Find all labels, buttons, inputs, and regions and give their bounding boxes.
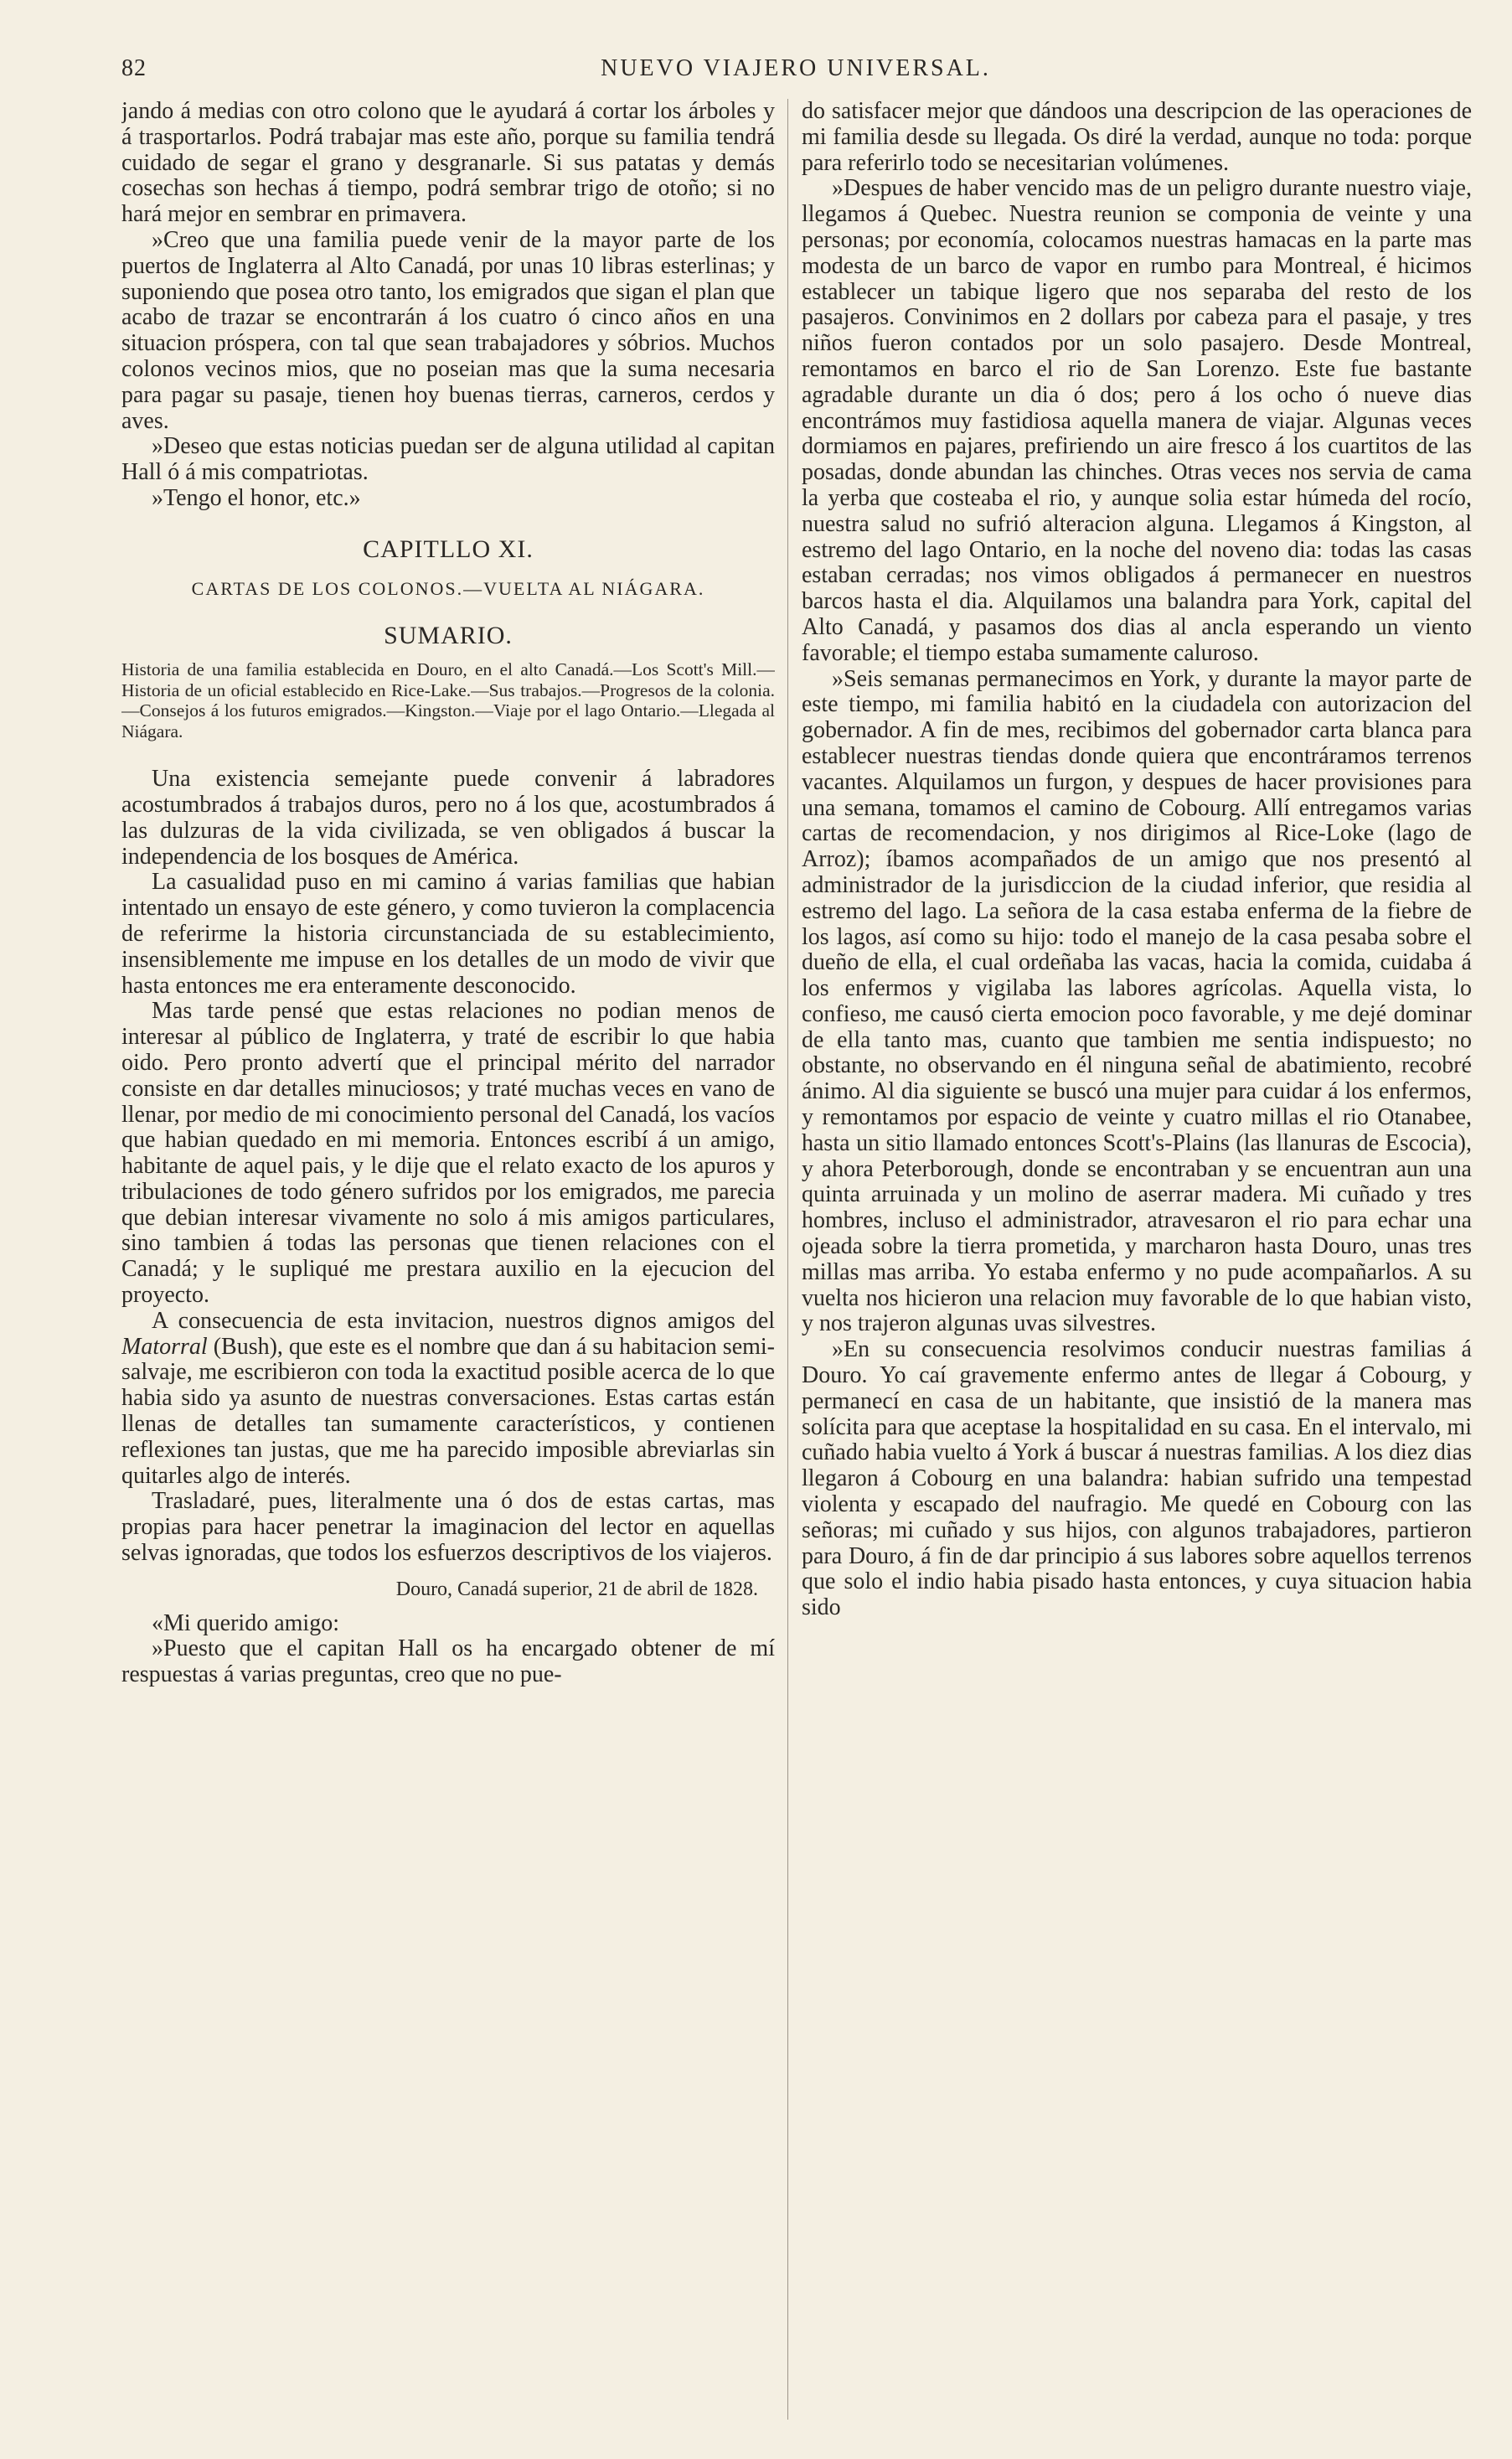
right-column <box>802 99 1472 2420</box>
paragraph: »Despues de haber vencido mas de un peligro durante nuestro viaje, llegamos á Quebec. Nuestra reunion se componia de veinte y una personas; por economía, colocamos nuestras hamacas en la parte mas modesta de un barco de vapor en rumbo para Montreal, é hicimos establecer un tabique ligero que nos separaba del resto de los pasajeros. Convinimos en 2 dollars por cabeza para el pasaje, y tres niños fueron contados por un solo pasajero. Desde Montreal, remontamos en barco el rio de San Lorenzo. Este fue bastante agradable durante un dia ó dos; pero á los ocho ó nueve dias encontrámos muy fastidiosa aquella manera de viajar. Algunas veces dormiamos en pajares, prefiriendo un aire fresco á los cuartitos de las posadas, donde abundan las chinches. Otras veces nos servia de cama la yerba que costeaba el rio, y aunque solia estar húmeda del rocío, nuestra salud no sufrió alteracion alguna. Llegamos á Kingston, al estremo del lago Ontario, en la noche del noveno dia: todas las casas estaban cerradas; nos vimos obligados á permanecer en nuestros barcos hasta el dia. Alquilamos una balandra para York, capital del Alto Canadá, y pasamos dos dias al ancla esperando un viento favorable; el tiempo estaba sumamente caluroso. <box>802 175 1472 666</box>
paragraph: »Tengo el honor, etc.» <box>152 484 361 511</box>
paragraph <box>121 1309 775 1490</box>
summary-text: Historia de una familia establecida en Douro, en el alto Canadá.—Los Scott's Mill.—Historia de un oficial establecido en Rice-Lake.—Sus trabajos.—Progresos de la colonia.—Consejos á los futuros emigrados.—Kingston.—Viaje por el lago Ontario.—Llegada al Niágara. <box>121 659 775 741</box>
paragraph: jando á medias con otro colono que le ayudará á cortar los árboles y á trasportarlos. Podrá trabajar mas este año, porque su familia tendrá cuidado de segar el grano y desgranarle. Si sus patatas y demás cosechas son hechas á tiempo, podrá sembrar trigo de otoño; si no hará mejor en sembrar en primavera. <box>121 99 775 228</box>
chapter-subtitle: CARTAS DE LOS COLONOS.—VUELTA AL NIÁGARA. <box>191 577 705 599</box>
paragraph-text: (Bush), que este es el nombre que dan á su habitacion semi-salvaje, me escribieron con toda la exactitud posible acerca de lo que habia sido ya asunto de nuestras conversaciones. Estas cartas están llenas de detalles tan sumamente característicos, y contienen reflexiones tan justas, que me ha parecido imposible abreviarlas sin quitarles algo de interés. <box>121 1333 775 1489</box>
emphasis-text: Matorral <box>121 1333 208 1360</box>
paragraph: »Creo que una familia puede venir de la mayor parte de los puertos de Inglaterra al Alto Canadá, por unas 10 libras esterlinas; y suponiendo que posea otro tanto, los emigrados que sigan el plan que acabo de trazar se encontrarán á los cuatro ó cinco años en una situacion próspera, con tal que sean trabajadores y sóbrios. Muchos colonos vecinos mios, que no poseian mas que la suma necesaria para pagar su pasaje, tienen hoy buenas tierras, carneros, cerdos y aves. <box>121 226 775 434</box>
paragraph-text: A consecuencia de esta invitacion, nuestros dignos amigos del <box>152 1307 775 1334</box>
paragraph: »Puesto que el capitan Hall os ha encargado obtener de mí respuestas á varias preguntas, creo que no pue- <box>121 1635 775 1688</box>
paragraph: »Deseo que estas noticias puedan ser de alguna utilidad al capitan Hall ó á mis compatriotas. <box>121 433 775 486</box>
paragraph: La casualidad puso en mi camino á varias familias que habian intentado un ensayo de este género, y como tuvieron la complacencia de referirme la historia circunstanciada de su establecimiento, insensiblemente me impuse en los detalles de un modo de vivir que hasta entonces me era enteramente desconocido. <box>121 869 775 999</box>
letter-salutation: «Mi querido amigo: <box>152 1609 339 1636</box>
summary-title: SUMARIO. <box>384 622 513 650</box>
paragraph: »Seis semanas permanecimos en York, y durante la mayor parte de este tiempo, mi familia habitó en la ciudadela con autorizacion del gobernador. A fin de mes, recibimos del gobernador carta blanca para establecer nuestras tiendas donde quiera que encontráramos terrenos vacantes. Alquilamos un furgon, y despues de hacer provisiones para una semana, tomamos el camino de Cobourg. Allí entregamos varias cartas de recomendacion, y nos dirigimos al Rice-Loke (lago de Arroz); íbamos acompañados de un amigo que nos presentó al administrador de la jurisdiccion de la ciudad inferior, que residia al estremo del lago. La señora de la casa estaba enferma de la fiebre de los lagos, así como su hijo: todo el manejo de la casa pesaba sobre el dueño de ella, el cual ordeñaba las vacas, hacia la comida, cuidaba á los enfermos y vigilaba las labores agrícolas. Aquella vista, lo confieso, me causó cierta emocion poco favorable, y me dejé dominar de ella tanto mas, cuanto que tambien me sentia indispuesto; no obstante, no observando en él ninguna señal de abatimiento, recobré ánimo. Al dia siguiente se buscó una mujer para cuidar á los enfermos, y remontamos por espacio de veinte y cuatro millas el rio Otanabee, hasta un sitio llamado entonces Scott's-Plains (las llanuras de Escocia), y ahora Peterborough, donde se encontraban y se encuentran aun una quinta arruinada y un molino de aserrar madera. Mi cuñado y tres hombres, incluso el administrador, atravesaron el rio para echar una ojeada sobre la tierra prometida, y marcharon hasta Douro, unas tres millas mas arriba. Yo estaba enfermo y no pude acompañarlos. A su vuelta nos hicieron una relacion muy favorable de lo que habian visto, y nos trajeron algunas uvas silvestres. <box>802 665 1472 1337</box>
paragraph: Una existencia semejante puede convenir á labradores acostumbrados á trabajos duros, pero no á los que, acostumbrados á las dulzuras de la vida civilizada, se ven obligados á buscar la independencia de los bosques de América. <box>121 766 775 870</box>
letter-dateline: Douro, Canadá superior, 21 de abril de 1828. <box>395 1578 758 1600</box>
paragraph: do satisfacer mejor que dándoos una descripcion de las operaciones de mi familia desde su llegada. Os diré la verdad, aunque no toda: porque para referirlo todo se necesitarian volúmenes. <box>802 99 1472 176</box>
chapter-title: CAPITLLO XI. <box>363 535 534 563</box>
paragraph: Mas tarde pensé que estas relaciones no podian menos de interesar al público de Inglaterra, y traté de escribir lo que habia oido. Pero pronto advertí que el principal mérito del narrador consiste en dar detalles minuciosos; y traté muchas veces en vano de llenar, por medio de mi conocimiento personal del Canadá, los vacíos que habian quedado en mi memoria. Entonces escribí á un amigo, habitante de aquel pais, y le dije que el relato exacto de los apuros y tribulaciones de todo género sufridos por los emigrados, me parecia que debian interesar vivamente no solo á mis amigos particulares, sino tambien á todas las personas que tienen relaciones con el Canadá; y le supliqué me prestara auxilio en la ejecucion del proyecto. <box>121 998 775 1309</box>
running-title: NUEVO VIAJERO UNIVERSAL. <box>601 55 991 81</box>
paragraph: Trasladaré, pues, literalmente una ó dos de estas cartas, mas propias para hacer penetrar la imaginacion del lector en aquellas selvas ignoradas, que todos los esfuerzos descriptivos de los viajeros. <box>121 1488 775 1567</box>
left-column <box>121 99 775 2420</box>
page-number: 82 <box>121 55 147 81</box>
paragraph: »En su consecuencia resolvimos conducir nuestras familias á Douro. Yo caí gravemente enfermo antes de llegar á Cobourg, y permanecí en casa de un habitante, que insistió de la manera mas solícita para que aceptase la hospitalidad en su casa. En el intervalo, mi cuñado habia vuelto á York á buscar á nuestras familias. A los diez dias llegaron á Cobourg en una balandra: habian sufrido una tempestad violenta y escapado del naufragio. Me quedé en Cobourg con las señoras; mi cuñado y sus hijos, con algunos trabajadores, partieron para Douro, á fin de dar principio á sus labores sobre aquellos terrenos que solo el indio habia pisado hasta entonces, y cuya situacion habia sido <box>802 1336 1472 1621</box>
running-head <box>121 55 1470 89</box>
column-divider <box>787 99 788 2420</box>
